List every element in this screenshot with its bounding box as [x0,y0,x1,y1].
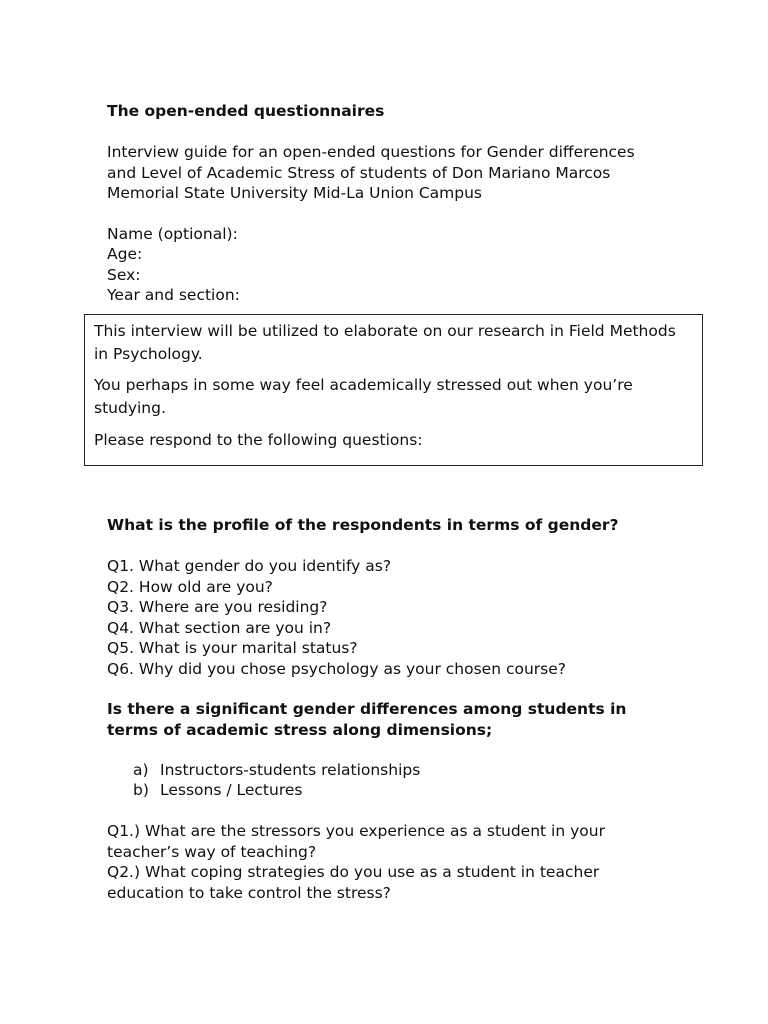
instructions-paragraph-1 [94,320,676,366]
field-age: Age: [107,245,143,264]
question-item: Q4. What section are you in? [107,618,332,637]
section1-questions [107,556,566,679]
question-line: Q1.) What are the stressors you experience as a student in your [107,822,605,840]
dimension-item [133,760,420,780]
question-item: Q5. What is your marital status? [107,639,358,657]
question-item: Q6. Why did you chose psychology as your chosen course? [107,659,567,678]
instructions-line: This interview will be utilized to elaborate on our research in Field Methods [94,322,676,340]
section2-heading-line: terms of academic stress along dimensions; [107,720,493,739]
field-sex: Sex: [107,265,141,284]
dimension-text: Instructors-students relationships [160,761,421,779]
question-item: Q3. Where are you residing? [107,598,328,616]
instructions-line: You perhaps in some way feel academically stressed out when you’re [94,376,633,394]
intro-paragraph [107,142,635,204]
list-marker: a) [133,761,149,779]
list-marker: b) [133,781,149,799]
field-name: Name (optional): [107,225,238,243]
dimension-text: Lessons / Lectures [160,781,303,799]
instructions-paragraph-3: Please respond to the following questions: [94,431,423,449]
field-year-section: Year and section: [107,285,240,304]
question-line: teacher’s way of teaching? [107,842,317,861]
respondent-fields [107,224,240,305]
intro-line: Interview guide for an open-ended questions for Gender differences [107,143,635,161]
question-line: Q2.) What coping strategies do you use as a student in teacher [107,863,600,881]
section2-questions [107,821,605,903]
dimension-item [133,780,302,800]
section2-heading-line: Is there a significant gender differences among students in [107,700,627,718]
instructions-paragraph-2 [94,374,633,420]
intro-line: and Level of Academic Stress of students of Don Mariano Marcos [107,163,611,182]
instructions-line: studying. [94,399,166,417]
question-item: Q1. What gender do you identify as? [107,557,392,575]
section2-heading [107,699,626,740]
question-line: education to take control the stress? [107,883,391,902]
document-title: The open-ended questionnaires [107,102,385,120]
intro-line: Memorial State University Mid-La Union Campus [107,184,483,202]
section1-heading: What is the profile of the respondents in terms of gender? [107,516,619,534]
question-item: Q2. How old are you? [107,577,273,596]
instructions-box [84,314,703,466]
instructions-line: in Psychology. [94,345,203,363]
